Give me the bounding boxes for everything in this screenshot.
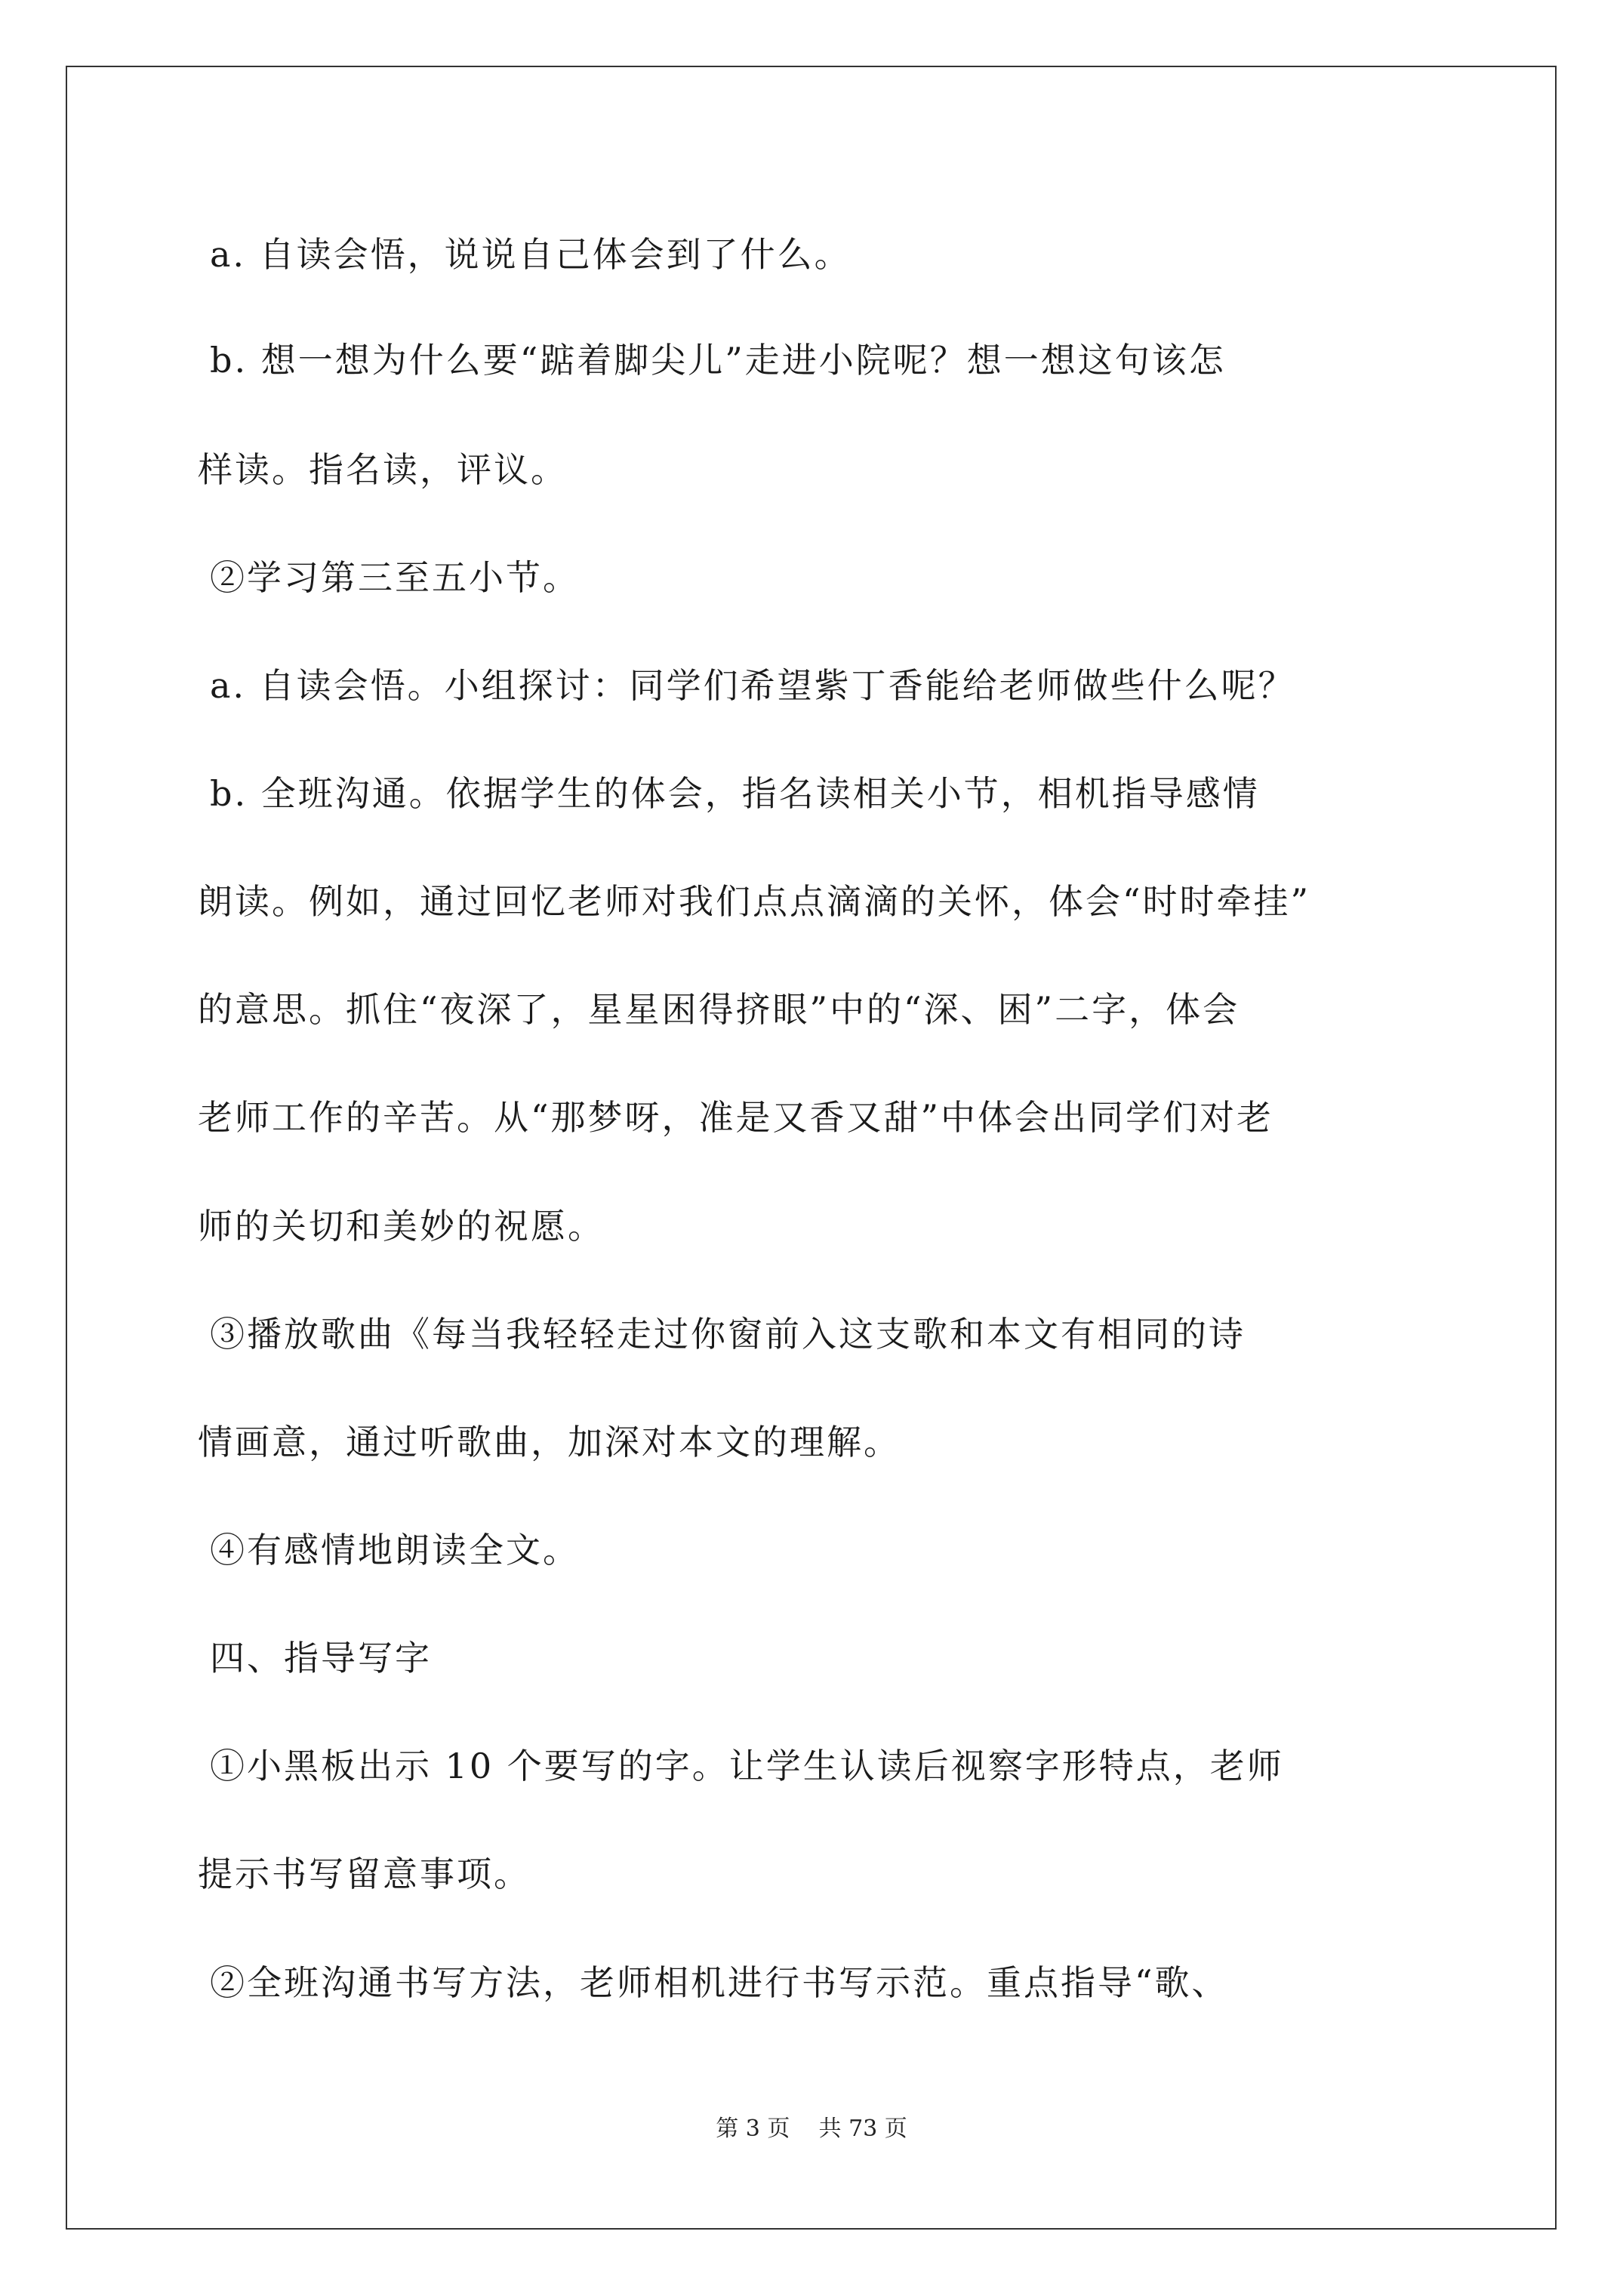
paragraph-line: b. 想一想为什么要“踮着脚尖儿”走进小院呢？想一想这句该怎 (210, 340, 1226, 381)
paragraph-line: 老师工作的辛苦。从“那梦呀，准是又香又甜”中体会出同学们对老 (198, 1097, 1274, 1138)
page-border (66, 66, 1557, 2230)
paragraph-line: 情画意，通过听歌曲，加深对本文的理解。 (198, 1422, 901, 1462)
paragraph-line: ②学习第三至五小节。 (210, 557, 580, 598)
paragraph-line: a. 自读会悟，说说自己体会到了什么。 (210, 234, 852, 275)
page-total: 共 73 页 (818, 2116, 907, 2142)
paragraph-line: 师的关切和美妙的祝愿。 (198, 1206, 605, 1247)
paragraph-line: 样读。指名读，评议。 (198, 449, 568, 490)
section-heading: 四、指导写字 (210, 1638, 432, 1678)
paragraph-line: ①小黑板出示 10 个要写的字。让学生认读后视察字形特点，老师 (210, 1746, 1284, 1786)
paragraph-line: b. 全班沟通。依据学生的体会，指名读相关小节，相机指导感情 (210, 773, 1260, 814)
paragraph-line: 朗读。例如，通过回忆老师对我们点点滴滴的关怀，体会“时时牵挂” (198, 881, 1311, 922)
paragraph-line: ③播放歌曲《每当我轻轻走过你窗前入这支歌和本文有相同的诗 (210, 1314, 1246, 1354)
page-number: 第 3 页 (716, 2116, 790, 2142)
paragraph-line: ②全班沟通书写方法，老师相机进行书写示范。重点指导“歌、 (210, 1962, 1229, 2003)
page-footer (0, 2114, 1623, 2144)
paragraph-line: ④有感情地朗读全文。 (210, 1530, 580, 1570)
paragraph-line: a. 自读会悟。小组探讨：同学们希望紫丁香能给老师做些什么呢？ (210, 665, 1295, 706)
paragraph-line: 提示书写留意事项。 (198, 1854, 531, 1894)
paragraph-line: 的意思。抓住“夜深了，星星困得挤眼”中的“深、困”二字，体会 (198, 989, 1240, 1030)
